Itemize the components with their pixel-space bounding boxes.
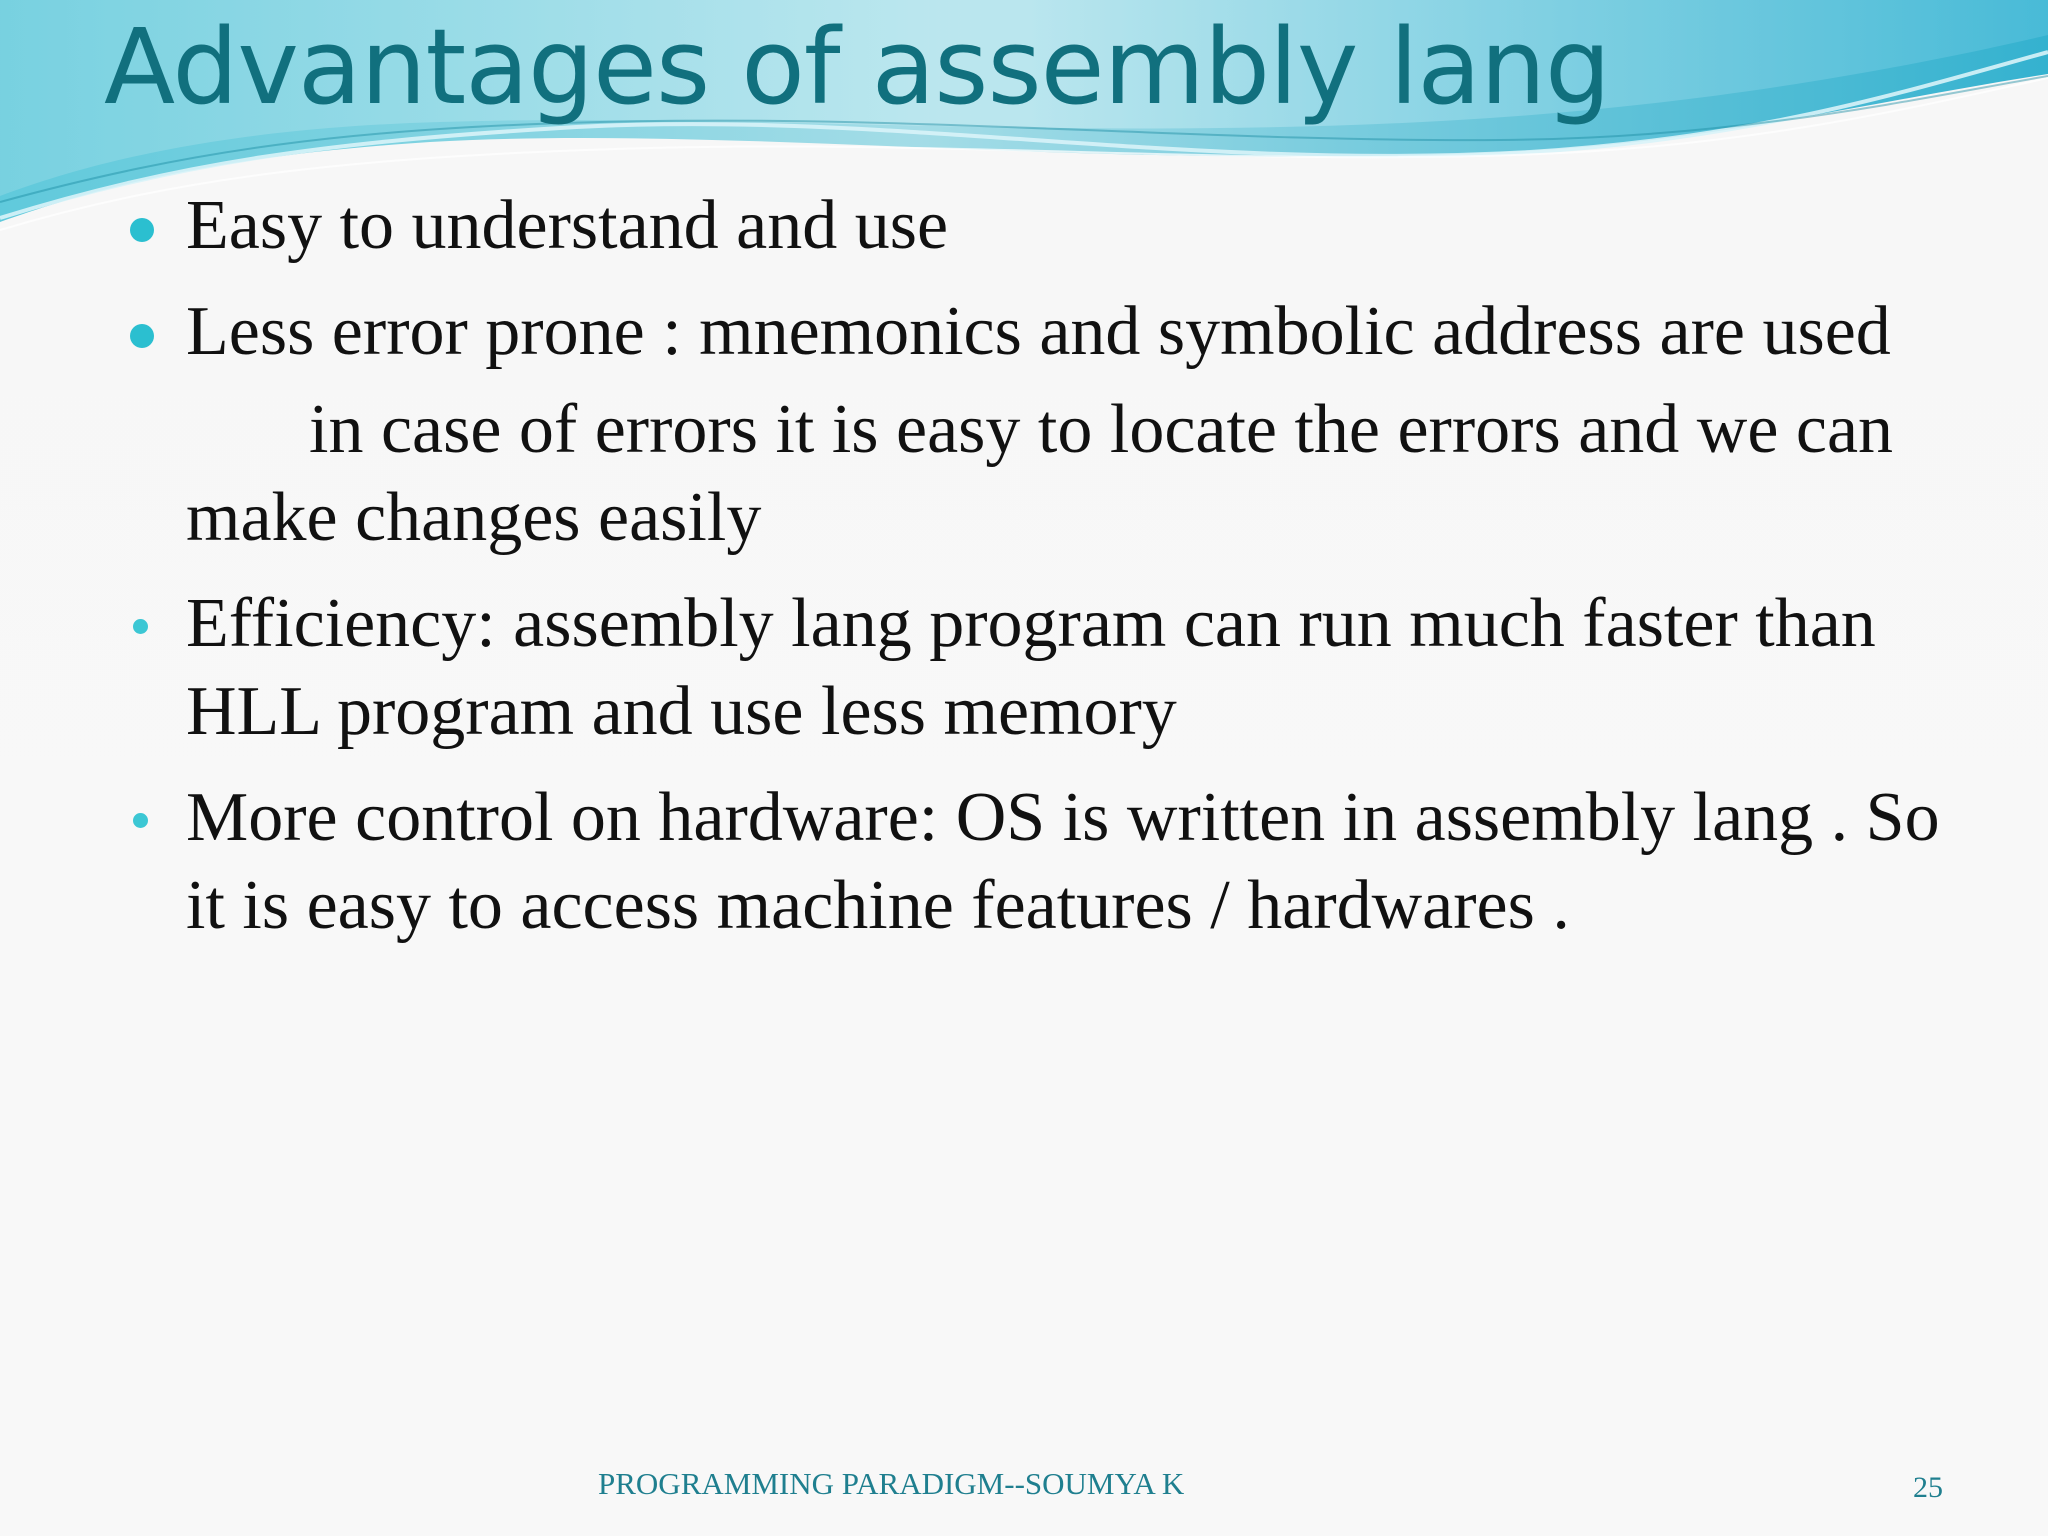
bullet-item-less-error-prone <box>128 288 1948 376</box>
bullet-item-hardware-control <box>128 774 1948 950</box>
bullet-item-easy <box>128 182 1948 270</box>
round-bullet-icon <box>130 218 154 242</box>
slide-footer: PROGRAMMING PARADIGM--SOUMYA K <box>598 1466 1185 1501</box>
bullet-text: Efficiency: assembly lang program can run much faster than HLL program and use less memory <box>186 585 1876 750</box>
bullet-item-efficiency <box>128 580 1948 756</box>
bullet-text: Less error prone : mnemonics and symbolic address are used <box>186 293 1891 370</box>
bullet-list <box>128 182 1948 950</box>
page-number: 25 <box>1913 1471 1943 1504</box>
slide-title: Advantages of assembly lang <box>104 6 1611 128</box>
bullet-text: More control on hardware: OS is written in assembly lang . So it is easy to access machine features / hardwares . <box>186 779 1940 944</box>
round-bullet-icon <box>130 324 154 348</box>
round-bullet-icon <box>133 619 148 634</box>
continuation-text: in case of errors it is easy to locate the errors and we can make changes easily <box>186 391 1894 556</box>
bullet-continuation-errors <box>128 386 1948 562</box>
round-bullet-icon <box>133 813 148 828</box>
bullet-text: Easy to understand and use <box>186 187 949 264</box>
